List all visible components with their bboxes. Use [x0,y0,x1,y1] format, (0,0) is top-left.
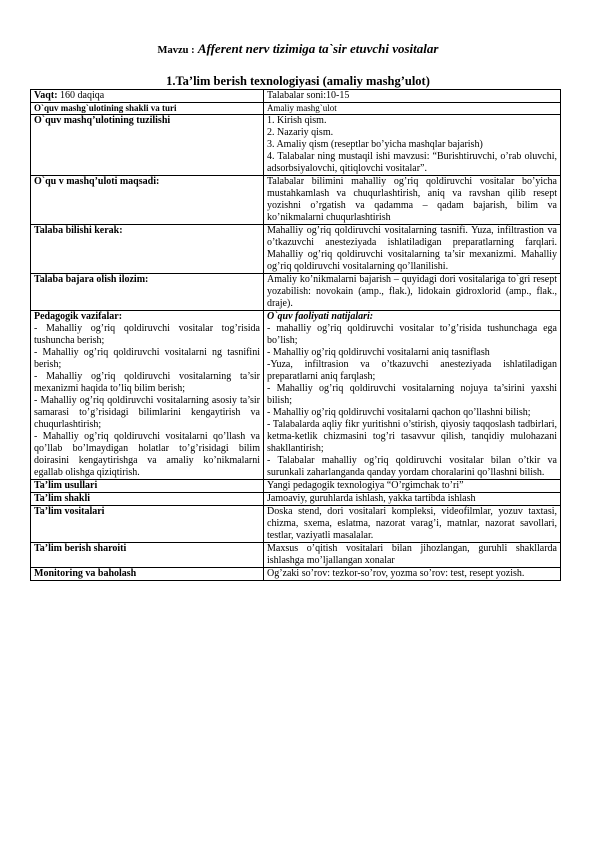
topic-title: Afferent nerv tizimiga ta`sir etuvchi vositalar [197,41,439,56]
conditions-label: Ta’lim berish sharoiti [31,542,264,567]
pedagogic-label: Pedagogik vazifalar: [34,310,123,322]
know-text: Mahalliy og’riq qoldiruvchi vositalarning tasnifi. Yuza, infiltrastion va o’tkazuvchi anesteziyada ishlatiladigan preparatlarning farqlari. Mahalliy og’riq qoldiruvchi vositalarning ta’sir mexanizmi. Mahalliy og’riq qoldiruvchi vositalarning qo’llanilishi. [264,224,561,273]
table-row [31,567,561,580]
pedagogic-item: - Mahalliy og’riq qoldiruvchi vositalar tog’risida tushuncha berish; [34,322,260,346]
table-row [31,479,561,492]
methods-label: Ta’lim usullari [31,479,264,492]
learning-results [264,310,561,479]
table-row [31,114,561,175]
skill-label: Talaba bajara olish ilozim: [31,273,264,310]
shape-label: Ta’lim shakli [31,492,264,505]
structure-item: 4. Talabalar ning mustaqil ishi mavzusi: “Burishtiruvchi, o’rab oluvchi, adsorbsiyalovchi, qitiqlovchi vositalar”. [267,150,557,174]
structure-label: O`quv mashq’ulotining tuzilishi [31,114,264,175]
result-item: - Mahalliy og’riq qoldiruvchi vositalarni qachon qo’llashni bilish; [267,406,531,418]
result-item: -Yuza, infiltrasion va o’tkazuvchi anesteziyada ishlatiladigan preparatlarni aniq farqlash; [267,358,557,382]
monitoring-value: Og’zaki so’rov: tezkor-so’rov, yozma so’rov: test, resept yozish. [264,567,561,580]
table-row [31,492,561,505]
result-item: - Talabalar mahalliy og’riq qoldiruvchi vositalar bilan o’tkir va surunkali zaharlanganda qanday yordam choralarini qo’llashni bilish. [267,454,557,478]
section-subtitle: 1.Ta’lim berish texnologiyasi (amaliy mashg’ulot) [166,74,430,88]
time-value: 160 daqiqa [60,90,105,101]
result-item: - Talabalarda aqliy fikr yuritishni o’stirish, qiyosiy taqqoslash tadbirlari, ketma-ketlik chizmasini tog’ri tasavvur qilish, tanqidiy mulohazani shakllantirish; [267,418,557,454]
structure-item: 1. Kirish qism. [267,114,327,126]
shape-value: Jamoaviy, guruhlarda ishlash, yakka tartibda ishlash [264,492,561,505]
pedagogic-item: - Mahalliy og’riq qoldiruvchi vositalarning ta’sir mexanizmi haqida to’liq bilim berish; [34,370,260,394]
table-row [31,273,561,310]
result-item: - Mahalliy og’riq qoldiruvchi vositalarni aniq tasniflash [267,346,490,358]
pedagogic-tasks [31,310,264,479]
result-item: - Mahalliy og’riq qoldiruvchi vositalarning nojuya ta’sirini yaxshi bilish; [267,382,557,406]
structure-item: 2. Nazariy qism. [267,126,334,138]
table-row [31,542,561,567]
pedagogic-item: - Mahalliy og’riq qoldiruvchi vositalarning asosiy ta’sir samarasi to’g’risidagi bilimlarini kengaytirish va chuqurlashtirish; [34,394,260,430]
table-row [31,310,561,479]
structure-list [264,114,561,175]
tools-value: Doska stend, dori vositalari kompleksi, videofilmlar, yozuv taxtasi, chizma, sxema, eslatma, nazorat varag’i, matnlar, nazorat savollari, testlar, vaziyatli masalalar. [264,505,561,542]
conditions-value: Maxsus o’qitish vositalari bilan jihozlangan, guruhli shakllarda ishlashga mo’ljallangan xonalar [264,542,561,567]
methods-value: Yangi pedagogik texnologiya “O’rgimchak to’ri” [264,479,561,492]
structure-item: 3. Amaliy qism (reseptlar bo’yicha mashqlar bajarish) [267,138,483,150]
pedagogic-item: - Mahalliy og’riq qoldiruvchi vositalarni ng tasnifini berish; [34,346,260,370]
table-row [31,224,561,273]
lesson-plan-table [30,89,561,581]
goal-label: O`qu v mashq’uloti maqsadi: [31,175,264,224]
form-value: Amaliy mashg`ulot [264,103,561,115]
result-item: - mahalliy og’riq qoldiruvchi vositalar to’g’risida tushunchaga ega bo’lish; [267,322,557,346]
topic-prefix: Mavzu : [157,45,195,56]
skill-text: Amaliy ko’nikmalarni bajarish – quyidagi dori vositalariga to`gri resept yozabilish: novokain (amp., flak.), lidokain gidroxlorid (amp., flak., draje). [264,273,561,310]
table-row [31,90,561,103]
form-label: O`quv mashg`ulotining shakli va turi [31,103,264,115]
topic-heading [0,41,596,57]
know-label: Talaba bilishi kerak: [31,224,264,273]
tools-label: Ta’lim vositalari [31,505,264,542]
students-cell: Talabalar soni:10-15 [264,90,561,103]
goal-text: Talabalar bilimini mahalliy og’riq qoldiruvchi vositalar bo’yicha mustahkamlash va chuqurlashtirish, aniq va ravshan qilib resept yozishni o’rgatish va qadamma – qadam bajarish, bilim va ko’nikmalarni chuqurlashtirish [264,175,561,224]
pedagogic-item: - Mahalliy og’riq qoldiruvchi vositalarni qo’llash va qo’llab bo’lmaydigan holatlar to’g’risidagi bilim doirasini kengaytirishga va amaliy ko’nikmalarni egallab olishga qiziqtirish. [34,430,260,478]
time-label: Vaqt: [34,90,58,101]
table-row [31,175,561,224]
monitoring-label: Monitoring va baholash [31,567,264,580]
table-row [31,505,561,542]
results-label: O`quv faoliyati natijalari: [267,310,374,322]
time-cell [31,90,264,103]
table-row [31,103,561,115]
